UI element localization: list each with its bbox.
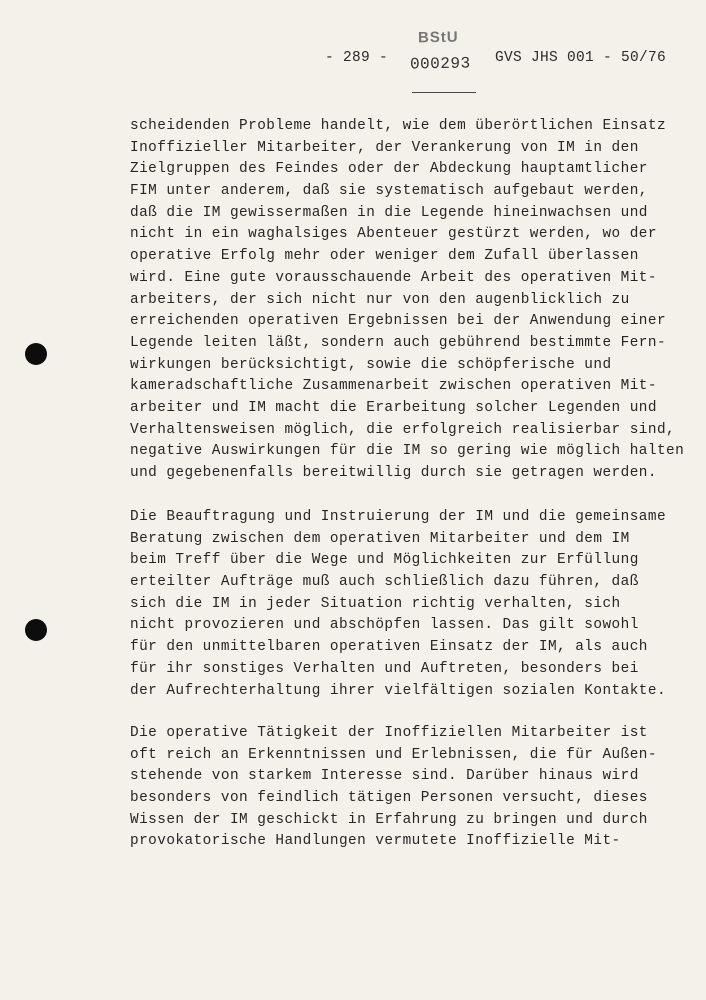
text-line: Beratung zwischen dem operativen Mitarbeiter und dem IM bbox=[130, 530, 630, 547]
archive-stamp-label: BStU bbox=[417, 28, 459, 47]
text-line: daß die IM gewissermaßen in die Legende hineinwachsen und bbox=[130, 204, 648, 221]
text-line: erteilter Aufträge muß auch schließlich dazu führen, daß bbox=[130, 574, 639, 591]
punch-hole-top bbox=[25, 343, 47, 365]
paragraph-3 bbox=[130, 723, 690, 853]
text-line: kameradschaftliche Zusammenarbeit zwischen operativen Mit- bbox=[130, 378, 657, 395]
text-line: Inoffizieller Mitarbeiter, der Verankerung von IM in den bbox=[130, 139, 639, 156]
text-line: provokatorische Handlungen vermutete Inoffizielle Mit- bbox=[130, 833, 621, 850]
text-line: sich die IM in jeder Situation richtig verhalten, sich bbox=[130, 595, 621, 612]
paragraph-2 bbox=[130, 507, 690, 702]
text-line: oft reich an Erkenntnissen und Erlebnissen, die für Außen- bbox=[130, 746, 657, 763]
text-line: besonders von feindlich tätigen Personen versucht, dieses bbox=[130, 790, 648, 807]
text-line: beim Treff über die Wege und Möglichkeiten zur Erfüllung bbox=[130, 552, 639, 569]
text-line: Wissen der IM geschickt in Erfahrung zu bringen und durch bbox=[130, 811, 648, 828]
text-line: stehende von starkem Interesse sind. Darüber hinaus wird bbox=[130, 768, 639, 785]
text-line: Zielgruppen des Feindes oder der Abdeckung hauptamtlicher bbox=[130, 161, 648, 178]
text-line: und gegebenenfalls bereitwillig durch sie getragen werden. bbox=[130, 465, 657, 481]
text-line: arbeiter und IM macht die Erarbeitung solcher Legenden und bbox=[130, 399, 657, 416]
text-line: erreichenden operativen Ergebnissen bei der Anwendung einer bbox=[130, 313, 667, 330]
document-reference: GVS JHS 001 - 50/76 bbox=[495, 50, 667, 66]
text-line: FIM unter anderem, daß sie systematisch aufgebaut werden, bbox=[130, 183, 648, 200]
archive-stamp-number: 000293 bbox=[409, 54, 471, 74]
text-line: wirkungen berücksichtigt, sowie die schöpferische und bbox=[130, 356, 612, 373]
text-line: für den unmittelbaren operativen Einsatz der IM, als auch bbox=[130, 639, 648, 656]
text-line: Legende leiten läßt, sondern auch gebührend bestimmte Fern- bbox=[130, 334, 667, 351]
text-line: operative Erfolg mehr oder weniger dem Zufall überlassen bbox=[130, 248, 639, 265]
page-number: - 289 - bbox=[325, 50, 389, 66]
text-line: der Aufrechterhaltung ihrer vielfältigen sozialen Kontakte. bbox=[130, 682, 667, 699]
punch-hole-bottom bbox=[25, 619, 47, 641]
text-line: Die Beauftragung und Instruierung der IM und die gemeinsame bbox=[130, 509, 667, 525]
text-line: Verhaltensweisen möglich, die erfolgreich realisierbar sind, bbox=[130, 421, 676, 438]
text-line: wird. Eine gute vorausschauende Arbeit des operativen Mit- bbox=[130, 269, 657, 286]
header-underline bbox=[412, 92, 476, 93]
text-line: nicht provozieren und abschöpfen lassen. Das gilt sowohl bbox=[130, 617, 639, 634]
text-line: negative Auswirkungen für die IM so gering wie möglich halten bbox=[130, 443, 685, 460]
text-line: Die operative Tätigkeit der Inoffiziellen Mitarbeiter ist bbox=[130, 725, 648, 741]
text-line: scheidenden Probleme handelt, wie dem überörtlichen Einsatz bbox=[130, 118, 667, 134]
text-line: nicht in ein waghalsiges Abenteuer gestürzt werden, wo der bbox=[130, 226, 657, 243]
paragraph-1 bbox=[130, 116, 690, 485]
text-line: arbeiters, der sich nicht nur von den augenblicklich zu bbox=[130, 291, 630, 308]
text-line: für ihr sonstiges Verhalten und Auftreten, besonders bei bbox=[130, 660, 639, 677]
